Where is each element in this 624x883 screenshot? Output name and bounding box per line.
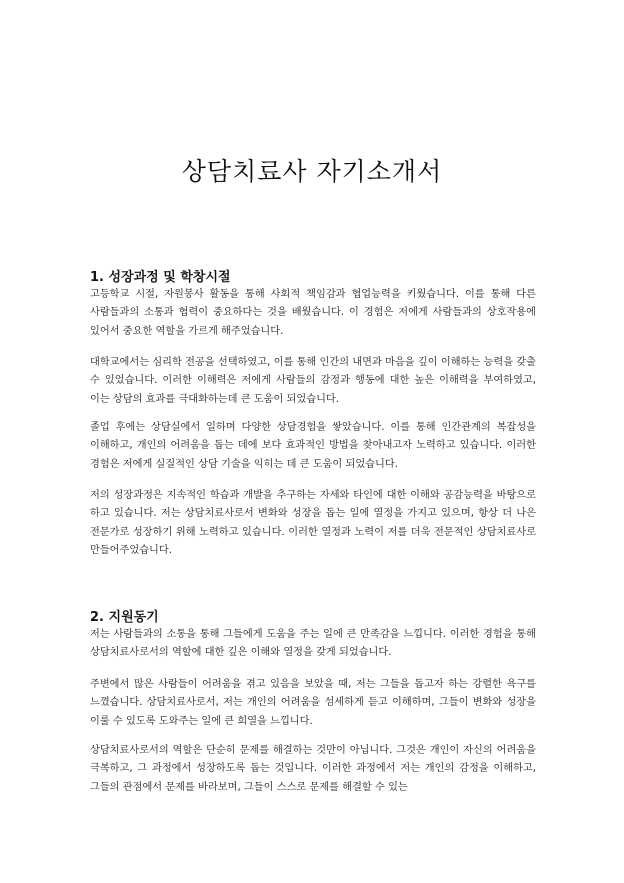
section-heading-motivation: 2. 지원동기 bbox=[90, 610, 159, 625]
paragraph: 저는 사람들과의 소통을 통해 그들에게 도움을 주는 일에 큰 만족감을 느낍니다. 이러한 경험을 통해 상담치료사로서의 역할에 대한 깊은 이해와 열정을 갖게 되었습니다. bbox=[90, 629, 536, 659]
paragraph: 고등학교 시절, 자원봉사 활동을 통해 사회적 책임감과 협업능력을 키웠습니다. 이를 통해 다른 사람들과의 소통과 협력이 중요하다는 것을 배웠습니다. 이 경험은 저에게 사람들과의 상호작용에 있어서 중요한 역할을 가르게 해주었습니다. bbox=[90, 289, 536, 337]
paragraph: 졸업 후에는 상담실에서 일하며 다양한 상담경험을 쌓았습니다. 이를 통해 인간관계의 복잡성을 이해하고, 개인의 어려움을 돕는 데에 보다 효과적인 방법을 찾아내고자 노력하고 있습니다. 이러한 경험은 저에게 실질적인 상담 기술을 익히는 데 큰 도움이 되었습니다. bbox=[90, 422, 536, 470]
document-title: 상담치료사 자기소개서 bbox=[181, 157, 443, 186]
section-heading-growth: 1. 성장과정 및 학창시절 bbox=[90, 270, 231, 285]
paragraph: 주변에서 많은 사람들이 어려움을 겪고 있음을 보았을 때, 저는 그들을 돕고자 하는 강렬한 욕구를 느꼈습니다. 상담치료사로서, 저는 개인의 어려움을 섬세하게 듣고 이해하며, 그들이 변화와 성장을 이룰 수 있도록 도와주는 일에 큰 희열을 느낍니다. bbox=[90, 679, 536, 727]
paragraph: 저의 성장과정은 지속적인 학습과 개발을 추구하는 자세와 타인에 대한 이해와 공감능력을 바탕으로 하고 있습니다. 저는 상담치료사로서 변화와 성장을 돕는 일에 열정을 가지고 있으며, 항상 더 나은 전문가로 성장하기 위해 노력하고 있습니다. 이러한 열정과 노력이 저를 더욱 전문적인 상담치료사로 만들어주었습니다. bbox=[90, 490, 536, 556]
paragraph: 대학교에서는 심리학 전공을 선택하였고, 이를 통해 인간의 내면과 마음을 깊이 이해하는 능력을 갖출 수 있었습니다. 이러한 이해력은 저에게 사람들의 감정과 행동에 대한 높은 이해력을 부여하였고, 이는 상담의 효과를 극대화하는데 큰 도움이 되었습니다. bbox=[90, 357, 536, 405]
paragraph: 상담치료사로서의 역할은 단순히 문제를 해결하는 것만이 아닙니다. 그것은 개인이 자신의 어려움을 극복하고, 그 과정에서 성장하도록 돕는 것입니다. 이러한 과정에서 저는 개인의 감정을 이해하고, 그들의 관점에서 문제를 바라보며, 그들이 스스로 문제를 해결할 수 있는 bbox=[90, 745, 536, 793]
